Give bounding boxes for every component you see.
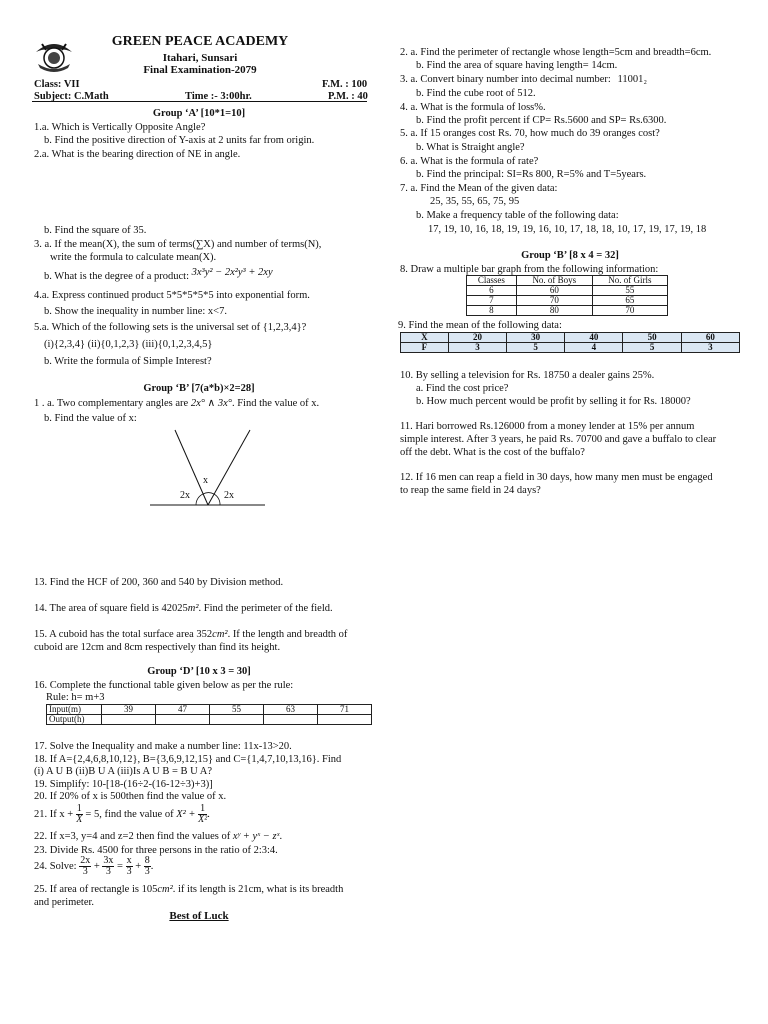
r-q2b: b. Find the area of square having length= 14cm. xyxy=(416,60,618,71)
r-q10a: a. Find the cost price? xyxy=(416,383,509,394)
table-row xyxy=(467,286,668,296)
angle-figure xyxy=(150,428,280,510)
figure-label-left: 2x xyxy=(180,490,190,501)
school-logo xyxy=(34,38,74,72)
r-q3a: 3. a. Convert binary number into decimal number: 11001₂ xyxy=(400,74,647,85)
header-divider xyxy=(32,101,367,102)
table-cell: 39 xyxy=(102,705,156,715)
table-cell-empty xyxy=(210,715,264,725)
table-header: F xyxy=(401,343,449,353)
q13: 13. Find the HCF of 200, 360 and 540 by Division method. xyxy=(34,577,284,588)
pass-marks: P.M. : 40 xyxy=(328,91,368,102)
r-q8: 8. Draw a multiple bar graph from the following information: xyxy=(400,264,659,275)
b-q1b: b. Find the value of x: xyxy=(44,413,137,424)
table-cell: 71 xyxy=(318,705,372,715)
r-q9: 9. Find the mean of the following data: xyxy=(398,320,562,331)
q5a: 5.a. Which of the following sets is the universal set of {1,2,3,4}? xyxy=(34,322,307,333)
group-b-right-title: Group ‘B’ [8 x 4 = 32] xyxy=(521,250,619,261)
q16: 16. Complete the functional table given below as per the rule: xyxy=(34,680,294,691)
q24: 24. Solve: $\frac{2x}{3}$ + $\frac{3x}{3}$ = $\frac{x}{3}$ + $\frac{8}{3}$ . xyxy=(34,855,154,877)
table-cell-empty xyxy=(156,715,210,725)
q5-options: (i){2,3,4} (ii){0,1,2,3} (iii){0,1,2,3,4,5} xyxy=(44,339,213,350)
table-cell: 55 xyxy=(592,286,667,296)
q3a-line1: 3. a. If the mean(X), the sum of terms(∑X) and number of terms(N), xyxy=(34,239,322,250)
figure-label-x: x xyxy=(203,475,208,486)
group-b-left-title: Group ‘B’ [7(a*b)×2=28] xyxy=(143,383,255,394)
arc-top xyxy=(203,493,214,494)
table-cell: 5 xyxy=(623,343,681,353)
q3b-expression: 3x³y² − 2x²y³ + 2xy xyxy=(191,267,273,278)
exam-title: Final Examination-2079 xyxy=(143,64,257,76)
q18: 18. If A={2,4,6,8,10,12}, B={3,6,9,12,15} and C={1,4,7,10,13,16}. Find xyxy=(34,754,342,765)
school-location: Itahari, Sunsari xyxy=(162,52,238,64)
best-of-luck: Best of Luck xyxy=(169,910,229,922)
q15-line1: 15. A cuboid has the total surface area 352cm². If the length and breadth of xyxy=(34,629,348,640)
table-cell: 80 xyxy=(516,306,592,316)
q23: 23. Divide Rs. 4500 for three persons in the ratio of 2:3:4. xyxy=(34,845,278,856)
q3b: b. What is the degree of a product: 3x³y² − 2x²y³ + 2xy xyxy=(44,267,273,282)
r-q6a: 6. a. What is the formula of rate? xyxy=(400,156,539,167)
table-header: No. of Girls xyxy=(592,276,667,286)
arc-left xyxy=(196,494,203,505)
arc-right xyxy=(214,494,220,505)
table-cell: 60 xyxy=(681,333,739,343)
r-q12-line2: to reap the same field in 24 days? xyxy=(400,485,541,496)
table-header: X xyxy=(401,333,449,343)
mean-data-table xyxy=(400,332,740,353)
q5b: b. Write the formula of Simple Interest? xyxy=(44,356,212,367)
table-cell: 4 xyxy=(565,343,623,353)
table-cell: 20 xyxy=(448,333,506,343)
q21: 21. If x + $\frac{1}{X}$ = 5, find the value of X² + $\frac{1}{\text{X²}}$ . xyxy=(34,803,210,825)
figure-label-right: 2x xyxy=(224,490,234,501)
table-header: Classes xyxy=(467,276,517,286)
table-cell: 55 xyxy=(210,705,264,715)
r-q10b: b. How much percent would be profit by selling it for Rs. 18000? xyxy=(416,396,691,407)
q25-line2: and perimeter. xyxy=(34,897,95,908)
table-head-output: Output(h) xyxy=(47,715,102,725)
q15-line2: cuboid are 12cm and 8cm respectively than find its height. xyxy=(34,642,281,653)
r-q3b: b. Find the cube root of 512. xyxy=(416,88,536,99)
table-cell: 63 xyxy=(264,705,318,715)
q22: 22. If x=3, y=4 and z=2 then find the values of xʸ + yˣ − zˣ. xyxy=(34,831,283,842)
q2a: 2.a. What is the bearing direction of NE in angle. xyxy=(34,149,241,160)
q4b: b. Show the inequality in number line: x<7. xyxy=(44,306,227,317)
table-row xyxy=(467,306,668,316)
binary-number: 11001₂ xyxy=(617,74,647,85)
table-head-input: Input(m) xyxy=(47,705,102,715)
time-label: Time :- 3:00hr. xyxy=(185,91,252,102)
table-cell: 30 xyxy=(507,333,565,343)
table-cell: 8 xyxy=(467,306,517,316)
q20: 20. If 20% of x is 500then find the value of x. xyxy=(34,791,227,802)
q1b: b. Find the positive direction of Y-axis at 2 units far from origin. xyxy=(44,135,315,146)
table-cell: 60 xyxy=(516,286,592,296)
r-q11-line3: off the debt. What is the cost of the buffalo? xyxy=(400,447,585,458)
r-q6b: b. Find the principal: SI=Rs 800, R=5% and T=5years. xyxy=(416,169,647,180)
r-q11-line1: 11. Hari borrowed Rs.126000 from a money lender at 15% per annum xyxy=(400,421,695,432)
table-cell: 70 xyxy=(516,296,592,306)
q3a-line2: write the formula to calculate mean(X). xyxy=(50,252,217,263)
q21-fraction-2: $\frac{1}{\text{X²}}$ xyxy=(198,803,208,825)
q19: 19. Simplify: 10-[18-(16÷2-(16-12÷3)+3)] xyxy=(34,779,213,790)
table-row xyxy=(47,705,372,715)
q1a: 1.a. Which is Vertically Opposite Angle? xyxy=(34,122,206,133)
table-cell-empty xyxy=(318,715,372,725)
group-a-title: Group ‘A’ [10*1=10] xyxy=(152,108,246,119)
table-cell: 70 xyxy=(592,306,667,316)
q25-line1: 25. If area of rectangle is 105cm². if its length is 21cm, what is its breadth xyxy=(34,884,344,895)
subject-label: Subject: C.Math xyxy=(34,91,109,102)
table-cell: 3 xyxy=(681,343,739,353)
functional-table xyxy=(46,704,372,725)
b-q1a: 1 . a. Two complementary angles are 2x° ∧ 3x°. Find the value of x. xyxy=(34,398,320,409)
q21-fraction: $\frac{1}{X}$ xyxy=(76,803,83,825)
table-row xyxy=(401,333,740,343)
table-row xyxy=(467,296,668,306)
full-marks: F.M. : 100 xyxy=(322,79,368,90)
bar-graph-table xyxy=(466,275,668,316)
group-d-title: Group ‘D’ [10 x 3 = 30] xyxy=(147,666,251,677)
q18-options: (i) A U B (ii)B U A (iii)Is A U B = B U A? xyxy=(34,766,213,777)
table-cell: 50 xyxy=(623,333,681,343)
r-q10: 10. By selling a television for Rs. 18750 a dealer gains 25%. xyxy=(400,370,655,381)
table-cell: 7 xyxy=(467,296,517,306)
q14: 14. The area of square field is 42025m². Find the perimeter of the field. xyxy=(34,603,333,614)
class-label: Class: VII xyxy=(34,79,80,90)
table-cell: 6 xyxy=(467,286,517,296)
table-cell-empty xyxy=(264,715,318,725)
table-row xyxy=(47,715,372,725)
r-q4a: 4. a. What is the formula of loss%. xyxy=(400,102,546,113)
table-row xyxy=(467,276,668,286)
table-cell: 3 xyxy=(448,343,506,353)
table-row xyxy=(401,343,740,353)
r-q4b: b. Find the profit percent if CP= Rs.5600 and SP= Rs.6300. xyxy=(416,115,667,126)
school-name: GREEN PEACE ACADEMY xyxy=(111,34,289,49)
r-q7a: 7. a. Find the Mean of the given data: xyxy=(400,183,558,194)
r-q7b-data: 17, 19, 10, 16, 18, 19, 19, 16, 10, 17, 18, 18, 10, 17, 19, 17, 19, 18 xyxy=(428,224,707,235)
b-q1a-expression: 2x° ∧ 3x° xyxy=(190,398,232,409)
table-cell: 47 xyxy=(156,705,210,715)
q2b: b. Find the square of 35. xyxy=(44,225,147,236)
r-q12-line1: 12. If 16 men can reap a field in 30 days, how many men must be engaged xyxy=(400,472,713,483)
r-q7a-data: 25, 35, 55, 65, 75, 95 xyxy=(430,196,520,207)
r-q7b: b. Make a frequency table of the following data: xyxy=(416,210,619,221)
r-q2a: 2. a. Find the perimeter of rectangle whose length=5cm and breadth=6cm. xyxy=(400,47,712,58)
table-header: No. of Boys xyxy=(516,276,592,286)
r-q11-line2: simple interest. After 3 years, he paid Rs. 70700 and gave a buffalo to clear xyxy=(400,434,717,445)
table-cell-empty xyxy=(102,715,156,725)
q16-rule: Rule: h= m+3 xyxy=(46,692,105,703)
table-cell: 5 xyxy=(507,343,565,353)
r-q5a: 5. a. If 15 oranges cost Rs. 70, how much do 39 oranges cost? xyxy=(400,128,660,139)
table-cell: 40 xyxy=(565,333,623,343)
r-q5b: b. What is Straight angle? xyxy=(416,142,525,153)
q4a: 4.a. Express continued product 5*5*5*5*5 into exponential form. xyxy=(34,290,310,301)
table-cell: 65 xyxy=(592,296,667,306)
q17: 17. Solve the Inequality and make a number line: 11x-13>20. xyxy=(34,741,292,752)
